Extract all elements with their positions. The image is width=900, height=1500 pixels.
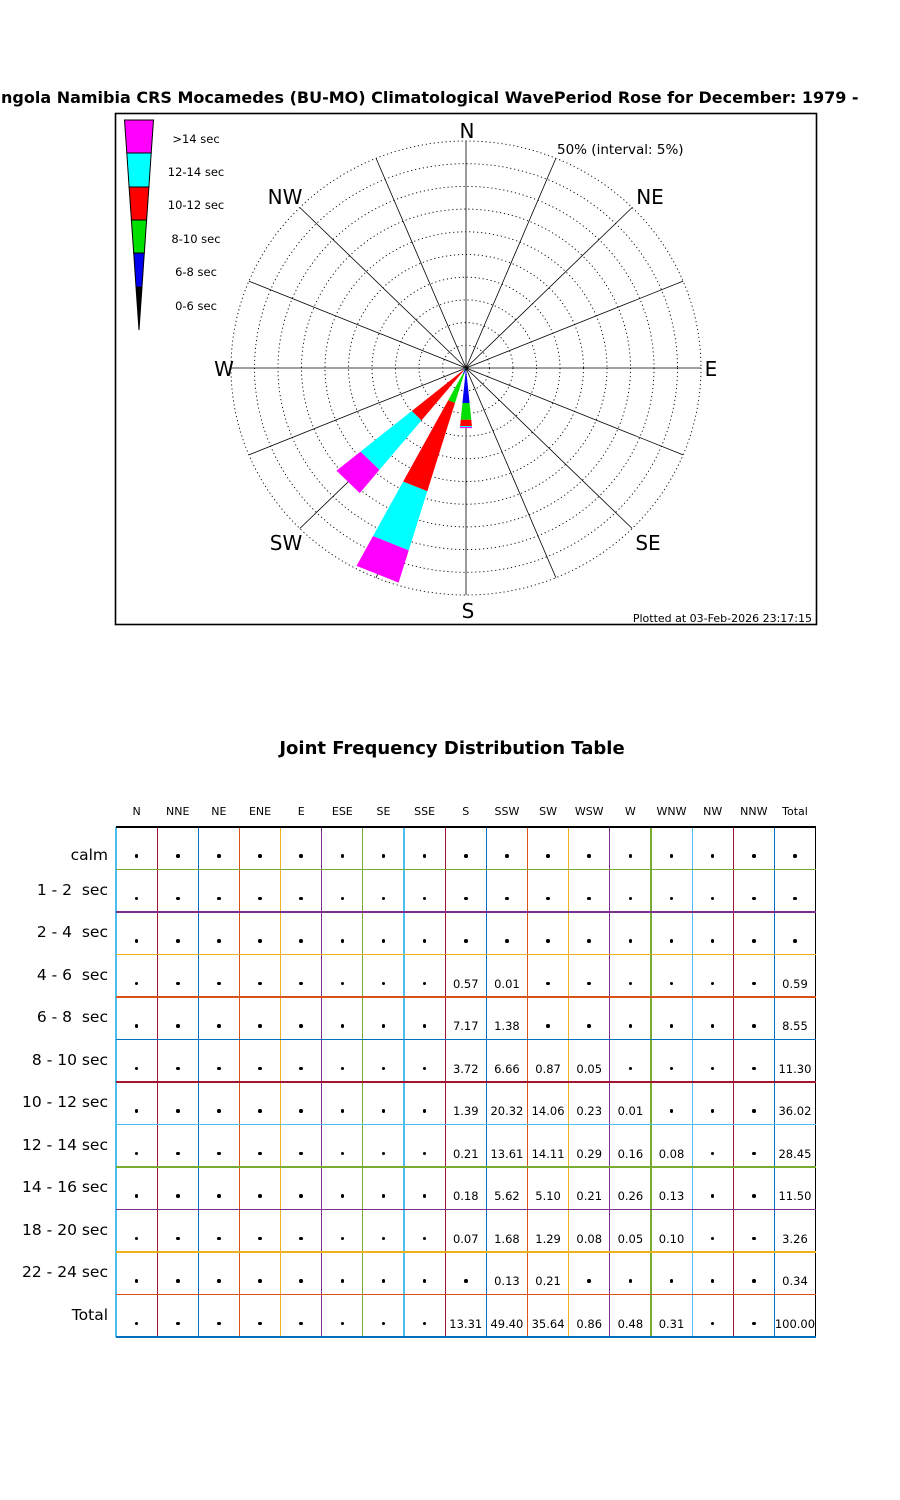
table-cell-empty-dot (752, 1194, 756, 1198)
table-header-wnw: WNW (656, 805, 687, 818)
legend-label-10-12: 10-12 sec (167, 198, 225, 212)
table-header-ssw: SSW (494, 805, 520, 818)
table-cell-empty-dot (217, 982, 221, 986)
legend-label-gt14: >14 sec (172, 132, 220, 146)
table-cell-empty-dot (546, 939, 550, 943)
table-grid-hline (116, 869, 816, 870)
table-cell-empty-dot (176, 1194, 180, 1198)
table-cell-value: 0.29 (576, 1146, 603, 1161)
table-cell-empty-dot (217, 1067, 221, 1071)
table-cell-value: 0.01 (494, 976, 520, 991)
table-cell-empty-dot (135, 1322, 139, 1326)
table-cell-value: 0.48 (617, 1316, 644, 1331)
table-cell-empty-dot (341, 939, 345, 943)
table-cell-value: 14.06 (531, 1104, 565, 1118)
table-cell-value: 0.08 (658, 1146, 685, 1161)
table-cell-empty-dot (587, 939, 591, 943)
table-cell-empty-dot (423, 1194, 427, 1198)
table-cell-empty-dot (135, 1024, 139, 1028)
table-cell-empty-dot (587, 854, 591, 858)
table-cell-empty-dot (299, 1279, 303, 1283)
table-cell-value: 7.17 (452, 1019, 479, 1033)
table-cell-value: 11.30 (778, 1061, 812, 1076)
table-cell-value: 0.10 (658, 1231, 685, 1246)
table-row-label: 14 - 16 sec (22, 1178, 108, 1196)
table-cell-empty-dot (423, 1237, 427, 1241)
table-cell-empty-dot (299, 1152, 303, 1156)
table-row-label: 12 - 14 sec (22, 1135, 108, 1154)
table-cell-value: 0.34 (782, 1274, 808, 1288)
table-cell-empty-dot (258, 854, 262, 858)
table-cell-value: 49.40 (490, 1316, 524, 1331)
table-header-s: S (462, 805, 470, 818)
table-cell-empty-dot (711, 1237, 715, 1241)
compass-label-s: S (461, 599, 475, 623)
table-cell-empty-dot (258, 897, 262, 901)
table-cell-empty-dot (546, 854, 550, 858)
table-cell-empty-dot (382, 1322, 386, 1326)
table-cell-empty-dot (341, 897, 345, 901)
table-grid-hline (116, 1081, 816, 1082)
legend-label-8-10: 8-10 sec (171, 232, 221, 246)
table-cell-empty-dot (711, 1024, 715, 1028)
table-cell-empty-dot (258, 1237, 262, 1241)
table-cell-value: 0.59 (782, 976, 808, 991)
table-grid-hline (116, 1294, 816, 1295)
table-cell-empty-dot (670, 982, 674, 986)
table-cell-value: 0.26 (617, 1189, 644, 1203)
table-cell-empty-dot (423, 1067, 427, 1071)
table-row-label: 22 - 24 sec (22, 1263, 108, 1281)
table-cell-empty-dot (587, 1279, 591, 1283)
table-cell-empty-dot (423, 939, 427, 943)
table-title: Joint Frequency Distribution Table (279, 738, 625, 759)
table-cell-value: 0.13 (494, 1274, 520, 1288)
table-cell-empty-dot (711, 854, 715, 858)
table-cell-empty-dot (629, 897, 633, 901)
table-cell-empty-dot (629, 939, 633, 943)
table-cell-empty-dot (670, 939, 674, 943)
table-cell-empty-dot (629, 1067, 633, 1071)
table-cell-empty-dot (258, 1024, 262, 1028)
table-header-nw: NW (703, 805, 723, 818)
table-cell-empty-dot (258, 1152, 262, 1156)
table-cell-empty-dot (299, 1024, 303, 1028)
table-cell-value: 6.66 (494, 1061, 520, 1076)
table-cell-value: 0.57 (452, 976, 479, 991)
table-cell-empty-dot (711, 1194, 715, 1198)
table-cell-empty-dot (176, 897, 180, 901)
table-cell-empty-dot (711, 1109, 715, 1113)
table-header-ne: NE (211, 805, 227, 818)
table-header-total: Total (782, 805, 808, 818)
table-cell-empty-dot (587, 1024, 591, 1028)
table-cell-empty-dot (793, 939, 797, 943)
table-cell-empty-dot (711, 1152, 715, 1156)
table-cell-empty-dot (299, 1109, 303, 1113)
table-cell-value: 5.10 (535, 1189, 561, 1203)
table-cell-empty-dot (752, 1024, 756, 1028)
table-cell-empty-dot (135, 1152, 139, 1156)
table-cell-value: 14.11 (531, 1146, 565, 1161)
table-cell-value: 13.61 (490, 1146, 524, 1161)
table-cell-empty-dot (135, 1109, 139, 1113)
table-cell-empty-dot (793, 897, 797, 901)
table-cell-empty-dot (711, 982, 715, 986)
table-cell-empty-dot (217, 854, 221, 858)
table-cell-empty-dot (135, 1067, 139, 1071)
table-cell-empty-dot (299, 1194, 303, 1198)
table-cell-empty-dot (423, 854, 427, 858)
table-header-e: E (297, 805, 305, 818)
table-cell-empty-dot (176, 939, 180, 943)
table-cell-empty-dot (670, 854, 674, 858)
table-cell-empty-dot (629, 854, 633, 858)
table-cell-empty-dot (299, 897, 303, 901)
compass-label-e: E (704, 357, 718, 381)
table-row-label: 10 - 12 sec (22, 1093, 108, 1111)
table-cell-empty-dot (670, 1279, 674, 1283)
table-row-label: 18 - 20 sec (22, 1220, 108, 1239)
table-cell-empty-dot (382, 1279, 386, 1283)
table-cell-empty-dot (217, 1279, 221, 1283)
table-cell-value: 100.00 (774, 1316, 816, 1331)
table-cell-empty-dot (341, 1194, 345, 1198)
table-cell-empty-dot (629, 1279, 633, 1283)
table-cell-empty-dot (546, 982, 550, 986)
figure-title: ngola Namibia CRS Mocamedes (BU-MO) Climatological WavePeriod Rose for December: 1979 - (1, 88, 859, 107)
table-cell-empty-dot (752, 939, 756, 943)
table-cell-value: 3.72 (452, 1061, 479, 1076)
table-cell-empty-dot (382, 1194, 386, 1198)
table-cell-empty-dot (382, 982, 386, 986)
table-cell-empty-dot (135, 1279, 139, 1283)
table-cell-empty-dot (505, 897, 509, 901)
table-cell-empty-dot (341, 1322, 345, 1326)
table-header-se: SE (376, 805, 391, 818)
table-cell-empty-dot (711, 1067, 715, 1071)
table-cell-value: 0.01 (617, 1104, 644, 1118)
table-grid-hline (116, 954, 816, 955)
table-cell-empty-dot (752, 854, 756, 858)
table-cell-empty-dot (711, 1322, 715, 1326)
legend-label-12-14: 12-14 sec (167, 165, 225, 179)
table-cell-value: 0.21 (576, 1189, 603, 1203)
table-cell-empty-dot (587, 897, 591, 901)
table-cell-value: 0.05 (617, 1231, 644, 1246)
table-cell-empty-dot (752, 1152, 756, 1156)
table-cell-empty-dot (382, 1024, 386, 1028)
compass-label-sw: SW (269, 531, 303, 555)
table-cell-empty-dot (217, 1024, 221, 1028)
table-cell-empty-dot (341, 1237, 345, 1241)
table-header-n: N (132, 805, 141, 818)
table-cell-value: 0.13 (658, 1189, 685, 1203)
table-cell-empty-dot (423, 1322, 427, 1326)
table-cell-value: 0.07 (452, 1231, 479, 1246)
compass-label-nw: NW (267, 185, 303, 209)
table-cell-value: 1.38 (494, 1019, 520, 1033)
plot-timestamp: Plotted at 03-Feb-2026 23:17:15 (632, 612, 812, 625)
table-cell-value: 1.29 (535, 1231, 561, 1246)
table-cell-empty-dot (341, 982, 345, 986)
table-header-sse: SSE (414, 805, 436, 818)
table-cell-value: 0.87 (535, 1061, 561, 1076)
compass-label-n: N (459, 119, 475, 143)
table-grid-hline (116, 1209, 816, 1210)
table-cell-empty-dot (341, 854, 345, 858)
table-cell-empty-dot (423, 897, 427, 901)
table-cell-empty-dot (629, 982, 633, 986)
table-cell-value: 11.50 (778, 1189, 812, 1203)
table-cell-empty-dot (546, 1024, 550, 1028)
table-cell-value: 3.26 (782, 1231, 808, 1246)
legend-label-6-8: 6-8 sec (175, 265, 217, 279)
table-cell-empty-dot (176, 1279, 180, 1283)
table-cell-empty-dot (464, 1279, 468, 1283)
table-header-nnw: NNW (740, 805, 768, 818)
table-cell-empty-dot (299, 939, 303, 943)
table-cell-empty-dot (217, 1322, 221, 1326)
table-cell-empty-dot (382, 1067, 386, 1071)
table-grid-hline (116, 996, 816, 997)
table-cell-empty-dot (135, 982, 139, 986)
table-cell-value: 0.86 (576, 1316, 603, 1331)
table-cell-empty-dot (299, 982, 303, 986)
table-cell-value: 13.31 (449, 1316, 483, 1331)
table-cell-empty-dot (464, 897, 468, 901)
table-grid-hline (116, 826, 816, 827)
table-cell-empty-dot (299, 1237, 303, 1241)
table-cell-empty-dot (670, 1024, 674, 1028)
table-cell-empty-dot (341, 1279, 345, 1283)
legend-label-0-6: 0-6 sec (175, 299, 217, 313)
table-header-ese: ESE (331, 805, 353, 818)
table-cell-empty-dot (629, 1024, 633, 1028)
table-cell-empty-dot (382, 939, 386, 943)
compass-label-ne: NE (636, 185, 664, 209)
table-cell-empty-dot (299, 1067, 303, 1071)
table-cell-empty-dot (752, 1237, 756, 1241)
table-cell-empty-dot (176, 1024, 180, 1028)
table-cell-empty-dot (217, 939, 221, 943)
table-row-label: 1 - 2 sec (36, 880, 108, 899)
table-grid-hline (116, 911, 816, 912)
table-cell-empty-dot (258, 939, 262, 943)
table-cell-empty-dot (135, 1237, 139, 1241)
table-cell-empty-dot (217, 1237, 221, 1241)
compass-label-w: W (214, 357, 234, 381)
table-cell-empty-dot (382, 854, 386, 858)
table-cell-value: 0.08 (576, 1231, 603, 1246)
table-cell-empty-dot (341, 1067, 345, 1071)
table-cell-empty-dot (217, 1109, 221, 1113)
scale-label: 50% (interval: 5%) (557, 142, 684, 158)
compass-label-se: SE (635, 531, 661, 555)
table-cell-empty-dot (258, 1109, 262, 1113)
table-cell-value: 0.21 (452, 1146, 479, 1161)
table-cell-empty-dot (587, 982, 591, 986)
table-row-label: 6 - 8 sec (36, 1008, 108, 1026)
table-cell-empty-dot (423, 1279, 427, 1283)
table-cell-value: 8.55 (782, 1019, 808, 1033)
table-cell-empty-dot (299, 854, 303, 858)
table-cell-empty-dot (258, 1322, 262, 1326)
table-cell-empty-dot (382, 1109, 386, 1113)
table-cell-empty-dot (464, 854, 468, 858)
table-row-label: 2 - 4 sec (36, 923, 108, 941)
table-cell-empty-dot (176, 1322, 180, 1326)
table-cell-empty-dot (464, 939, 468, 943)
table-cell-empty-dot (670, 897, 674, 901)
table-row-label: calm (70, 846, 108, 864)
table-cell-empty-dot (341, 1024, 345, 1028)
table-cell-empty-dot (752, 982, 756, 986)
table-cell-empty-dot (752, 1322, 756, 1326)
table-cell-empty-dot (217, 897, 221, 901)
table-cell-value: 36.02 (778, 1104, 812, 1118)
table-cell-empty-dot (711, 897, 715, 901)
table-cell-empty-dot (176, 854, 180, 858)
table-cell-empty-dot (176, 1109, 180, 1113)
table-header-w: W (624, 805, 636, 818)
table-cell-value: 0.18 (452, 1189, 479, 1203)
table-cell-empty-dot (711, 1279, 715, 1283)
table-row-label: 4 - 6 sec (36, 965, 108, 984)
table-header-sw: SW (539, 805, 557, 818)
table-cell-empty-dot (505, 854, 509, 858)
table-header-nne: NNE (166, 805, 190, 818)
table-cell-empty-dot (341, 1109, 345, 1113)
table-row-label: Total (71, 1305, 108, 1324)
table-cell-empty-dot (670, 1109, 674, 1113)
table-cell-empty-dot (135, 897, 139, 901)
table-cell-value: 35.64 (531, 1316, 565, 1331)
table-grid-hline (116, 1039, 816, 1040)
table-cell-value: 0.23 (576, 1104, 603, 1118)
table-header-ene: ENE (248, 805, 272, 818)
table-cell-empty-dot (752, 1279, 756, 1283)
table-cell-value: 0.31 (658, 1316, 685, 1331)
table-cell-value: 20.32 (490, 1104, 524, 1118)
table-cell-value: 1.68 (494, 1231, 520, 1246)
table-cell-empty-dot (135, 854, 139, 858)
table-cell-empty-dot (135, 1194, 139, 1198)
table-grid-hline (116, 1124, 816, 1125)
table-cell-empty-dot (135, 939, 139, 943)
table-cell-value: 1.39 (452, 1104, 479, 1118)
table-cell-empty-dot (341, 1152, 345, 1156)
table-cell-empty-dot (423, 1024, 427, 1028)
table-cell-value: 0.16 (617, 1146, 644, 1161)
table-cell-empty-dot (176, 982, 180, 986)
table-cell-value: 0.21 (535, 1274, 561, 1288)
table-cell-empty-dot (670, 1067, 674, 1071)
table-cell-empty-dot (382, 1237, 386, 1241)
table-grid-hline (116, 1336, 816, 1337)
table-cell-empty-dot (382, 1152, 386, 1156)
table-cell-empty-dot (176, 1237, 180, 1241)
table-cell-empty-dot (258, 1194, 262, 1198)
table-cell-empty-dot (258, 1279, 262, 1283)
table-cell-empty-dot (711, 939, 715, 943)
table-cell-empty-dot (423, 1109, 427, 1113)
table-grid-hline (116, 1166, 816, 1167)
table-cell-empty-dot (423, 982, 427, 986)
table-row-label: 8 - 10 sec (31, 1050, 108, 1069)
table-cell-empty-dot (546, 897, 550, 901)
table-cell-value: 0.05 (576, 1061, 603, 1076)
table-cell-empty-dot (299, 1322, 303, 1326)
table-cell-value: 28.45 (778, 1146, 812, 1161)
table-cell-empty-dot (217, 1152, 221, 1156)
table-cell-empty-dot (258, 1067, 262, 1071)
table-cell-empty-dot (217, 1194, 221, 1198)
table-header-wsw: WSW (574, 805, 604, 818)
table-cell-empty-dot (752, 897, 756, 901)
table-cell-empty-dot (752, 1067, 756, 1071)
table-cell-empty-dot (382, 897, 386, 901)
table-grid-hline (116, 1251, 816, 1252)
table-cell-empty-dot (423, 1152, 427, 1156)
table-cell-empty-dot (752, 1109, 756, 1113)
table-cell-empty-dot (176, 1152, 180, 1156)
table-cell-empty-dot (176, 1067, 180, 1071)
table-cell-empty-dot (793, 854, 797, 858)
table-cell-empty-dot (505, 939, 509, 943)
table-cell-empty-dot (258, 982, 262, 986)
table-cell-value: 5.62 (494, 1189, 520, 1203)
